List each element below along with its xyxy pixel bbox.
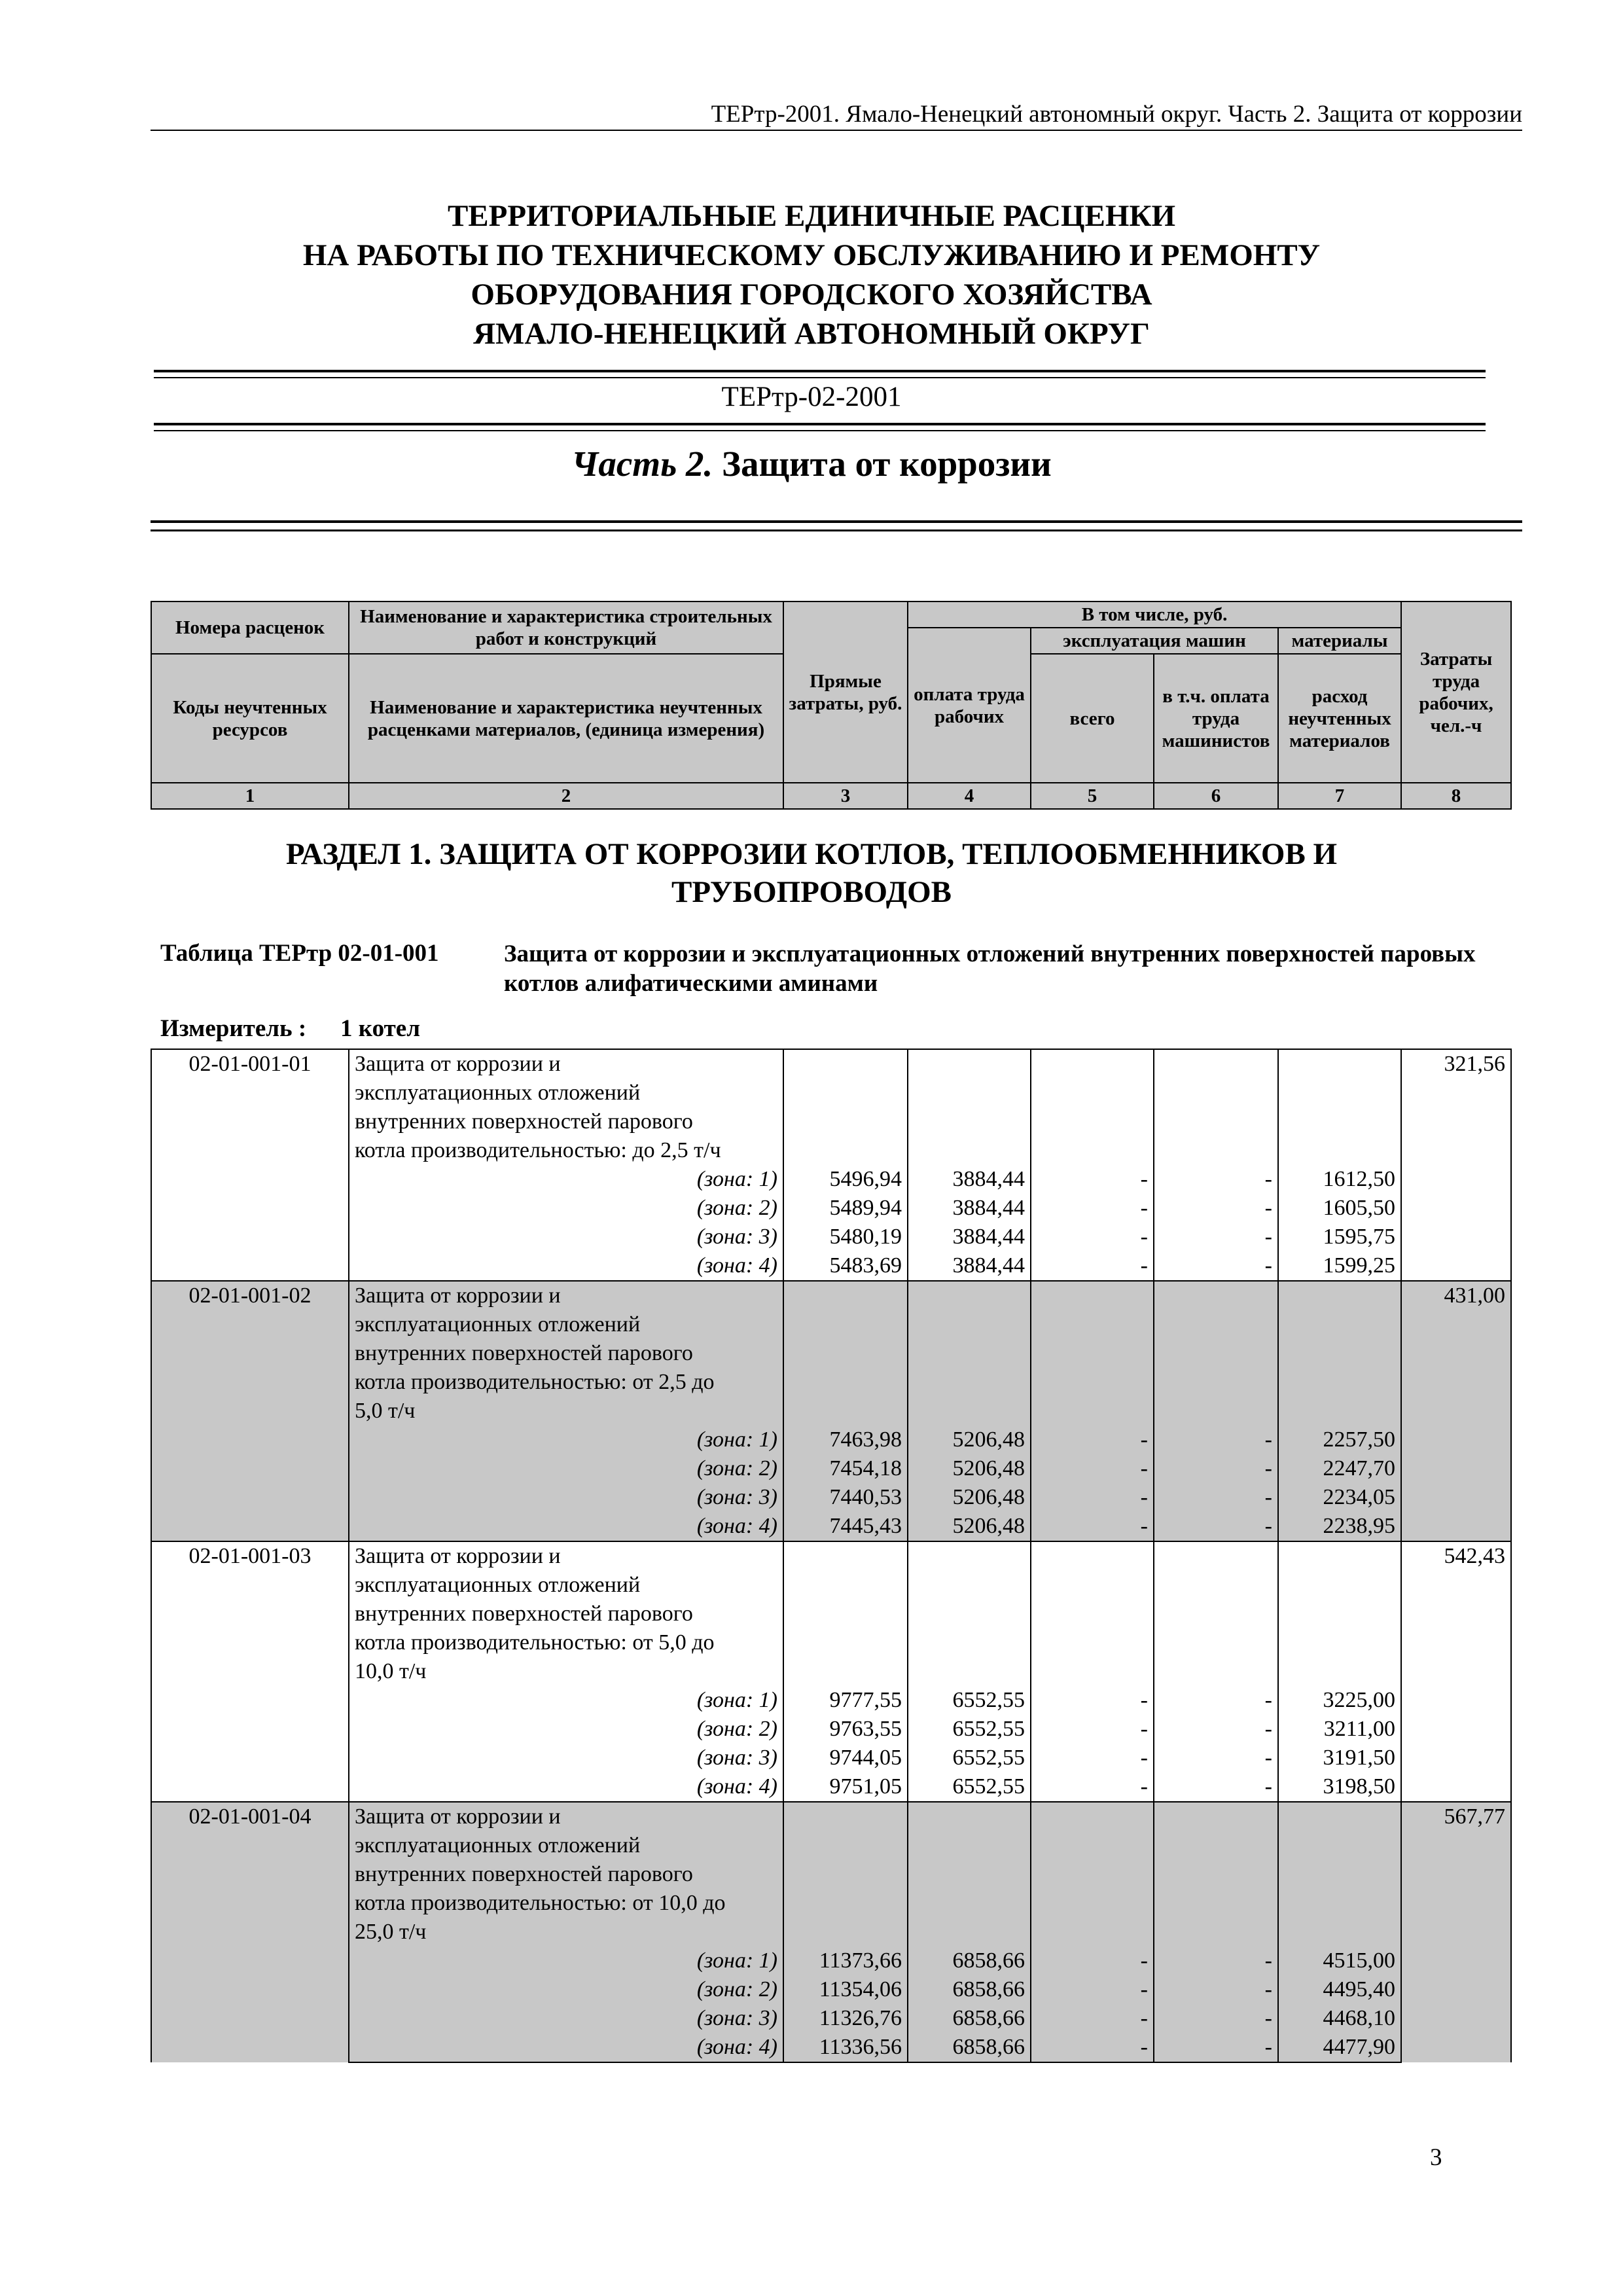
column-header-table (151, 601, 1512, 810)
machines-total: - (1031, 1483, 1154, 1512)
direct-cost-cell (783, 1657, 908, 1686)
wages: 3884,44 (908, 1223, 1031, 1251)
wages: 3884,44 (908, 1165, 1031, 1194)
zone-row (151, 1975, 1511, 2004)
rate-description-line: котла производительностью: от 10,0 до (349, 1889, 783, 1918)
code-divider (154, 423, 1486, 431)
running-header: ТЕРтр-2001. Ямало-Ненецкий автономный округ. Часть 2. Защита от коррозии (711, 101, 1522, 128)
machines-total: - (1031, 1772, 1154, 1802)
rate-desc-row (151, 1918, 1511, 1946)
machines-cell (1031, 1860, 1154, 1889)
part-divider (151, 520, 1522, 531)
zone-label: (зона: 3) (349, 1223, 783, 1251)
machines-cell (1031, 1541, 1154, 1571)
direct-cost-cell (783, 1802, 908, 1831)
materials-cost: 4515,00 (1278, 1946, 1401, 1975)
rate-description-line: котла производительностью: от 2,5 до (349, 1368, 783, 1397)
operator-wages: - (1154, 2033, 1278, 2062)
operator-wages: - (1154, 1194, 1278, 1223)
rate-description-line: внутренних поверхностей парового (349, 1600, 783, 1628)
rate-desc-row (151, 1628, 1511, 1657)
zone-row (151, 1223, 1511, 1251)
zone-label: (зона: 4) (349, 1772, 783, 1802)
materials-cell (1278, 1571, 1401, 1600)
direct-cost-cell (783, 1831, 908, 1860)
zone-label: (зона: 2) (349, 1975, 783, 2004)
zone-row (151, 1483, 1511, 1512)
operator-wages-cell (1154, 1397, 1278, 1426)
collection-code: ТЕРтр-02-2001 (721, 382, 902, 412)
operator-wages: - (1154, 1223, 1278, 1251)
operator-wages-cell (1154, 1541, 1278, 1571)
zone-row (151, 1715, 1511, 1744)
labor-costs: 431,00 (1401, 1281, 1511, 1541)
machines-cell (1031, 1107, 1154, 1136)
header-including-group: В том числе, руб. (908, 601, 1401, 628)
wages-cell (908, 1049, 1031, 1079)
rate-row (151, 1802, 1511, 1831)
rate-description-line: эксплуатационных отложений (349, 1831, 783, 1860)
rate-desc-row (151, 1397, 1511, 1426)
materials-cost: 1612,50 (1278, 1165, 1401, 1194)
column-number: 8 (1401, 783, 1511, 809)
machines-total: - (1031, 1223, 1154, 1251)
wages-cell (908, 1918, 1031, 1946)
machines-cell (1031, 1339, 1154, 1368)
rate-description-line: внутренних поверхностей парового (349, 1860, 783, 1889)
operator-wages-cell (1154, 1368, 1278, 1397)
rate-code: 02-01-001-04 (151, 1802, 349, 2062)
column-number: 2 (349, 783, 783, 809)
materials-cost: 3211,00 (1278, 1715, 1401, 1744)
direct-cost: 5480,19 (783, 1223, 908, 1251)
materials-cell (1278, 1657, 1401, 1686)
wages: 5206,48 (908, 1426, 1031, 1454)
machines-total: - (1031, 1426, 1154, 1454)
machines-cell (1031, 1049, 1154, 1079)
direct-cost: 5489,94 (783, 1194, 908, 1223)
labor-costs: 542,43 (1401, 1541, 1511, 1802)
machines-cell (1031, 1281, 1154, 1310)
machines-cell (1031, 1831, 1154, 1860)
zone-row (151, 1772, 1511, 1802)
wages-cell (908, 1657, 1031, 1686)
wages-cell (908, 1889, 1031, 1918)
title-line: ТЕРРИТОРИАЛЬНЫЕ ЕДИНИЧНЫЕ РАСЦЕНКИ (447, 199, 1176, 233)
wages-cell (908, 1107, 1031, 1136)
header-unaccounted-materials: расход неучтенных материалов (1278, 654, 1401, 783)
wages-cell (908, 1802, 1031, 1831)
direct-cost: 11373,66 (783, 1946, 908, 1975)
header-labor-costs: Затраты труда рабочих, чел.-ч (1401, 601, 1511, 783)
rate-description-line: внутренних поверхностей парового (349, 1339, 783, 1368)
rate-row (151, 1049, 1511, 1079)
rate-desc-row (151, 1079, 1511, 1107)
machines-total: - (1031, 1165, 1154, 1194)
zone-row (151, 1454, 1511, 1483)
zone-label: (зона: 3) (349, 1744, 783, 1772)
labor-costs: 567,77 (1401, 1802, 1511, 2062)
direct-cost-cell (783, 1600, 908, 1628)
materials-cell (1278, 1628, 1401, 1657)
machines-cell (1031, 1368, 1154, 1397)
zone-label: (зона: 4) (349, 1251, 783, 1281)
operator-wages-cell (1154, 1571, 1278, 1600)
operator-wages-cell (1154, 1889, 1278, 1918)
materials-cost: 1599,25 (1278, 1251, 1401, 1281)
materials-cell (1278, 1831, 1401, 1860)
wages: 6552,55 (908, 1744, 1031, 1772)
machines-cell (1031, 1889, 1154, 1918)
document-title (0, 196, 1623, 353)
operator-wages: - (1154, 1165, 1278, 1194)
materials-cost: 2257,50 (1278, 1426, 1401, 1454)
operator-wages: - (1154, 2004, 1278, 2033)
direct-cost-cell (783, 1281, 908, 1310)
materials-cost: 4477,90 (1278, 2033, 1401, 2062)
column-number: 4 (908, 783, 1031, 809)
operator-wages-cell (1154, 1657, 1278, 1686)
zone-label: (зона: 2) (349, 1454, 783, 1483)
title-line: ОБОРУДОВАНИЯ ГОРОДСКОГО ХОЗЯЙСТВА (471, 278, 1152, 312)
wages-cell (908, 1571, 1031, 1600)
wages-cell (908, 1397, 1031, 1426)
direct-cost-cell (783, 1918, 908, 1946)
machines-total: - (1031, 1946, 1154, 1975)
rate-row (151, 1541, 1511, 1571)
zone-row (151, 1426, 1511, 1454)
direct-cost: 9744,05 (783, 1744, 908, 1772)
rate-desc-row (151, 1571, 1511, 1600)
zone-row (151, 1165, 1511, 1194)
direct-cost-cell (783, 1310, 908, 1339)
operator-wages-cell (1154, 1628, 1278, 1657)
direct-cost-cell (783, 1107, 908, 1136)
materials-cell (1278, 1079, 1401, 1107)
operator-wages-cell (1154, 1831, 1278, 1860)
machines-total: - (1031, 1251, 1154, 1281)
zone-label: (зона: 1) (349, 1686, 783, 1715)
machines-cell (1031, 1600, 1154, 1628)
measure-label: Измеритель : (160, 1015, 307, 1042)
part-prefix: Часть 2. (571, 444, 713, 484)
section-title-line: ТРУБОПРОВОДОВ (671, 875, 952, 909)
materials-cost: 2234,05 (1278, 1483, 1401, 1512)
header-materials-group: материалы (1278, 628, 1401, 654)
wages: 5206,48 (908, 1454, 1031, 1483)
wages: 6858,66 (908, 2004, 1031, 2033)
materials-cost: 1595,75 (1278, 1223, 1401, 1251)
title-line: ЯМАЛО-НЕНЕЦКИЙ АВТОНОМНЫЙ ОКРУГ (473, 317, 1150, 351)
header-work-name: Наименование и характеристика строительных работ и конструкций (349, 601, 783, 654)
rate-desc-row (151, 1136, 1511, 1165)
title-divider (154, 370, 1486, 378)
zone-label: (зона: 3) (349, 2004, 783, 2033)
machines-cell (1031, 1802, 1154, 1831)
operator-wages-cell (1154, 1339, 1278, 1368)
zone-label: (зона: 1) (349, 1165, 783, 1194)
wages-cell (908, 1310, 1031, 1339)
machines-total: - (1031, 1194, 1154, 1223)
zone-row (151, 1194, 1511, 1223)
page-number: 3 (1430, 2144, 1442, 2171)
materials-cell (1278, 1281, 1401, 1310)
rate-description-line: Защита от коррозии и (349, 1541, 783, 1571)
direct-cost: 11326,76 (783, 2004, 908, 2033)
column-number: 5 (1031, 783, 1154, 809)
zone-row (151, 2004, 1511, 2033)
materials-cell (1278, 1802, 1401, 1831)
direct-cost: 9751,05 (783, 1772, 908, 1802)
operator-wages: - (1154, 1975, 1278, 2004)
direct-cost: 7445,43 (783, 1512, 908, 1541)
zone-label: (зона: 2) (349, 1194, 783, 1223)
section-title-line: РАЗДЕЛ 1. ЗАЩИТА ОТ КОРРОЗИИ КОТЛОВ, ТЕПЛООБМЕННИКОВ И (285, 837, 1338, 871)
rate-description-line: эксплуатационных отложений (349, 1571, 783, 1600)
operator-wages: - (1154, 1946, 1278, 1975)
part-name: Защита от коррозии (721, 444, 1052, 484)
rate-desc-row (151, 1600, 1511, 1628)
wages-cell (908, 1079, 1031, 1107)
materials-cost: 4495,40 (1278, 1975, 1401, 2004)
direct-cost: 7463,98 (783, 1426, 908, 1454)
table-code: Таблица ТЕРтр 02-01-001 (160, 940, 439, 967)
rate-desc-row (151, 1831, 1511, 1860)
zone-label: (зона: 4) (349, 1512, 783, 1541)
direct-cost: 11354,06 (783, 1975, 908, 2004)
materials-cell (1278, 1049, 1401, 1079)
materials-cell (1278, 1136, 1401, 1165)
operator-wages: - (1154, 1251, 1278, 1281)
direct-cost: 7454,18 (783, 1454, 908, 1483)
rate-desc-row (151, 1860, 1511, 1889)
materials-cost: 3225,00 (1278, 1686, 1401, 1715)
direct-cost-cell (783, 1860, 908, 1889)
machines-total: - (1031, 1454, 1154, 1483)
rate-code: 02-01-001-02 (151, 1281, 349, 1541)
wages: 6858,66 (908, 1946, 1031, 1975)
wages: 6858,66 (908, 2033, 1031, 2062)
rate-desc-row (151, 1889, 1511, 1918)
rate-description-line: Защита от коррозии и (349, 1049, 783, 1079)
operator-wages: - (1154, 1483, 1278, 1512)
rates-table (151, 1049, 1512, 2063)
wages: 3884,44 (908, 1194, 1031, 1223)
rate-row (151, 1281, 1511, 1310)
machines-cell (1031, 1657, 1154, 1686)
direct-cost-cell (783, 1049, 908, 1079)
direct-cost-cell (783, 1889, 908, 1918)
header-rule (151, 130, 1522, 131)
zone-label: (зона: 4) (349, 2033, 783, 2062)
direct-cost-cell (783, 1339, 908, 1368)
machines-cell (1031, 1136, 1154, 1165)
direct-cost: 9763,55 (783, 1715, 908, 1744)
operator-wages-cell (1154, 1600, 1278, 1628)
title-line: НА РАБОТЫ ПО ТЕХНИЧЕСКОМУ ОБСЛУЖИВАНИЮ И РЕМОНТУ (302, 238, 1321, 272)
zone-label: (зона: 3) (349, 1483, 783, 1512)
header-material-name: Наименование и характеристика неучтенных расценками материалов, (единица измерения) (349, 654, 783, 783)
column-number: 6 (1154, 783, 1278, 809)
rate-desc-row (151, 1339, 1511, 1368)
operator-wages: - (1154, 1426, 1278, 1454)
direct-cost: 7440,53 (783, 1483, 908, 1512)
zone-row (151, 1512, 1511, 1541)
operator-wages: - (1154, 1512, 1278, 1541)
operator-wages: - (1154, 1744, 1278, 1772)
machines-total: - (1031, 1715, 1154, 1744)
rate-description-line: Защита от коррозии и (349, 1281, 783, 1310)
materials-cell (1278, 1918, 1401, 1946)
direct-cost-cell (783, 1079, 908, 1107)
materials-cost: 2238,95 (1278, 1512, 1401, 1541)
machines-total: - (1031, 1975, 1154, 2004)
operator-wages-cell (1154, 1049, 1278, 1079)
rate-desc-row (151, 1310, 1511, 1339)
column-number: 1 (151, 783, 349, 809)
wages: 6552,55 (908, 1772, 1031, 1802)
section-title (0, 835, 1623, 911)
wages-cell (908, 1339, 1031, 1368)
operator-wages-cell (1154, 1918, 1278, 1946)
rate-desc-row (151, 1368, 1511, 1397)
direct-cost-cell (783, 1397, 908, 1426)
header-operator-wages: в т.ч. оплата труда машинистов (1154, 654, 1278, 783)
rate-code: 02-01-001-01 (151, 1049, 349, 1281)
rate-description-line: 25,0 т/ч (349, 1918, 783, 1946)
operator-wages: - (1154, 1454, 1278, 1483)
header-resource-codes: Коды неучтенных ресурсов (151, 654, 349, 783)
header-machines-total: всего (1031, 654, 1154, 783)
materials-cell (1278, 1860, 1401, 1889)
operator-wages-cell (1154, 1281, 1278, 1310)
zone-label: (зона: 1) (349, 1946, 783, 1975)
machines-cell (1031, 1397, 1154, 1426)
table-description: Защита от коррозии и эксплуатационных отложений внутренних поверхностей паровых котлов алифатическими аминами (504, 941, 1476, 997)
wages: 5206,48 (908, 1483, 1031, 1512)
wages-cell (908, 1628, 1031, 1657)
zone-row (151, 2033, 1511, 2062)
direct-cost-cell (783, 1368, 908, 1397)
direct-cost: 9777,55 (783, 1686, 908, 1715)
wages: 3884,44 (908, 1251, 1031, 1281)
header-wages: оплата труда рабочих (908, 628, 1031, 783)
materials-cell (1278, 1107, 1401, 1136)
operator-wages-cell (1154, 1136, 1278, 1165)
rate-description-line: 5,0 т/ч (349, 1397, 783, 1426)
operator-wages: - (1154, 1686, 1278, 1715)
wages-cell (908, 1600, 1031, 1628)
machines-cell (1031, 1918, 1154, 1946)
rate-description-line: котла производительностью: до 2,5 т/ч (349, 1136, 783, 1165)
zone-label: (зона: 2) (349, 1715, 783, 1744)
machines-cell (1031, 1079, 1154, 1107)
wages: 6858,66 (908, 1975, 1031, 2004)
zone-row (151, 1251, 1511, 1281)
materials-cost: 3191,50 (1278, 1744, 1401, 1772)
direct-cost: 5483,69 (783, 1251, 908, 1281)
rate-description-line: 10,0 т/ч (349, 1657, 783, 1686)
header-rate-numbers: Номера расценок (151, 601, 349, 654)
machines-total: - (1031, 1744, 1154, 1772)
direct-cost-cell (783, 1628, 908, 1657)
operator-wages-cell (1154, 1860, 1278, 1889)
materials-cell (1278, 1600, 1401, 1628)
direct-cost: 11336,56 (783, 2033, 908, 2062)
column-number: 7 (1278, 783, 1401, 809)
rate-desc-row (151, 1107, 1511, 1136)
machines-total: - (1031, 1686, 1154, 1715)
wages: 6552,55 (908, 1686, 1031, 1715)
materials-cell (1278, 1339, 1401, 1368)
wages-cell (908, 1860, 1031, 1889)
operator-wages: - (1154, 1715, 1278, 1744)
labor-costs: 321,56 (1401, 1049, 1511, 1281)
materials-cell (1278, 1397, 1401, 1426)
rate-description-line: эксплуатационных отложений (349, 1310, 783, 1339)
wages-cell (908, 1831, 1031, 1860)
materials-cell (1278, 1368, 1401, 1397)
column-number: 3 (783, 783, 908, 809)
header-machines-group: эксплуатация машин (1031, 628, 1278, 654)
materials-cost: 4468,10 (1278, 2004, 1401, 2033)
rate-description-line: котла производительностью: от 5,0 до (349, 1628, 783, 1657)
machines-total: - (1031, 2004, 1154, 2033)
materials-cost: 2247,70 (1278, 1454, 1401, 1483)
direct-cost-cell (783, 1541, 908, 1571)
rate-description-line: Защита от коррозии и (349, 1802, 783, 1831)
materials-cell (1278, 1889, 1401, 1918)
operator-wages: - (1154, 1772, 1278, 1802)
rate-description-line: внутренних поверхностей парового (349, 1107, 783, 1136)
materials-cost: 3198,50 (1278, 1772, 1401, 1802)
operator-wages-cell (1154, 1107, 1278, 1136)
wages-cell (908, 1368, 1031, 1397)
machines-cell (1031, 1310, 1154, 1339)
part-title (0, 443, 1623, 484)
direct-cost: 5496,94 (783, 1165, 908, 1194)
operator-wages-cell (1154, 1802, 1278, 1831)
direct-cost-cell (783, 1571, 908, 1600)
materials-cell (1278, 1541, 1401, 1571)
wages-cell (908, 1281, 1031, 1310)
machines-cell (1031, 1571, 1154, 1600)
materials-cost: 1605,50 (1278, 1194, 1401, 1223)
wages: 5206,48 (908, 1512, 1031, 1541)
rate-description-line: эксплуатационных отложений (349, 1079, 783, 1107)
rate-desc-row (151, 1657, 1511, 1686)
header-direct-costs: Прямые затраты, руб. (783, 601, 908, 783)
operator-wages-cell (1154, 1079, 1278, 1107)
operator-wages-cell (1154, 1310, 1278, 1339)
machines-total: - (1031, 2033, 1154, 2062)
wages-cell (908, 1136, 1031, 1165)
wages-cell (908, 1541, 1031, 1571)
machines-total: - (1031, 1512, 1154, 1541)
direct-cost-cell (783, 1136, 908, 1165)
rate-code: 02-01-001-03 (151, 1541, 349, 1802)
machines-cell (1031, 1628, 1154, 1657)
zone-label: (зона: 1) (349, 1426, 783, 1454)
wages: 6552,55 (908, 1715, 1031, 1744)
materials-cell (1278, 1310, 1401, 1339)
zone-row (151, 1744, 1511, 1772)
zone-row (151, 1946, 1511, 1975)
measure-value: 1 котел (340, 1015, 420, 1042)
zone-row (151, 1686, 1511, 1715)
